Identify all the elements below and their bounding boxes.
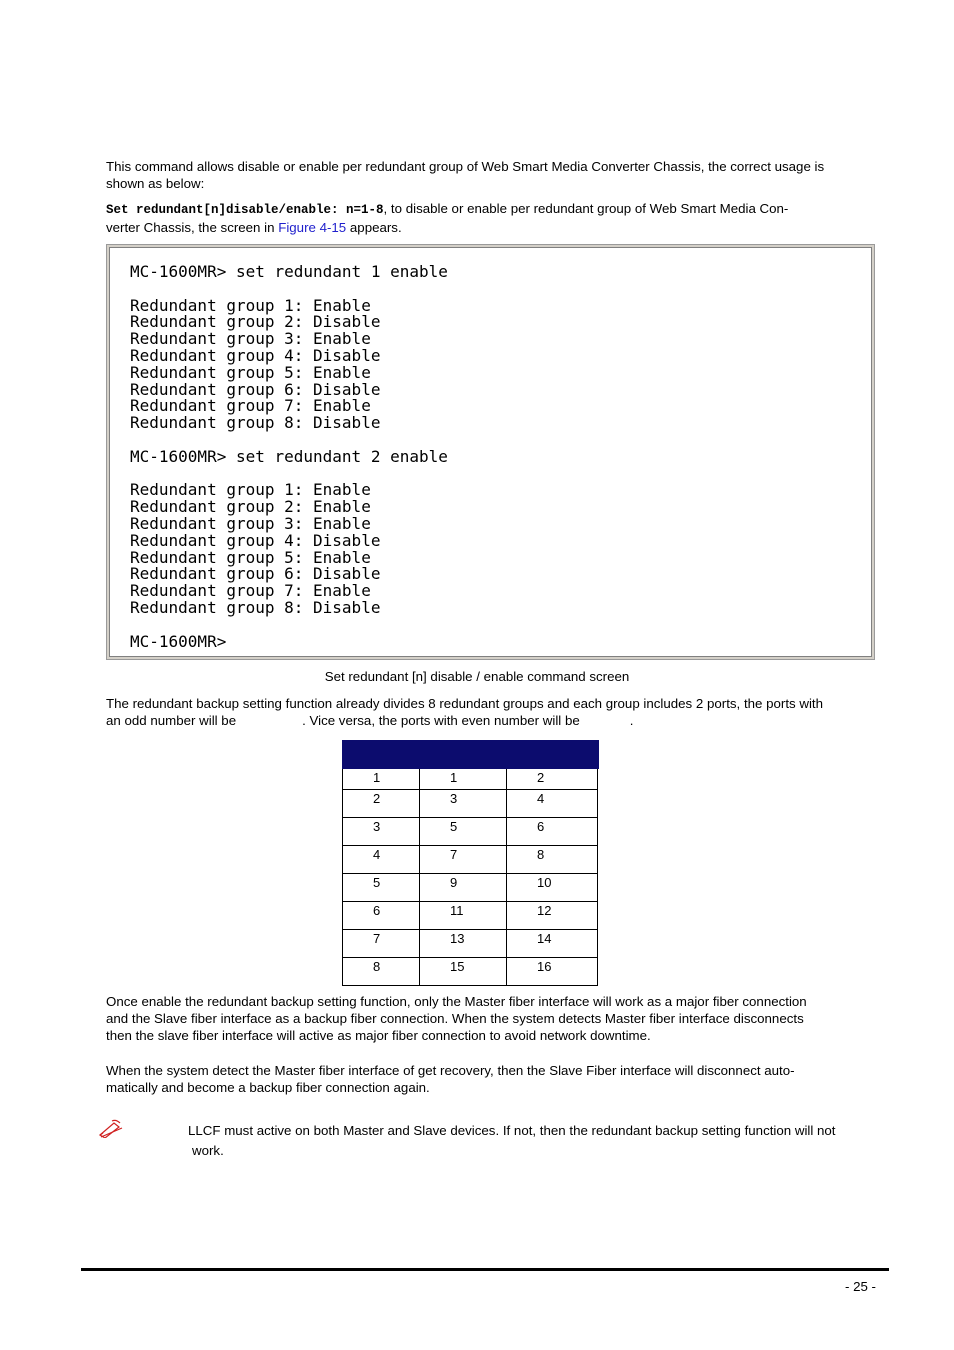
backup-paragraph [106, 993, 878, 1044]
pencil-note-icon [98, 1118, 124, 1138]
usage-paragraph [106, 200, 878, 236]
para2-line-1: The redundant backup setting function already divides 8 redundant groups and each group includes 2 ports, the ports with [106, 696, 824, 711]
table-row [343, 790, 598, 818]
console-line: Redundant group 7: Enable [130, 581, 371, 601]
console-line: Redundant group 6: Disable [130, 379, 381, 399]
slave-port-cell: 4 [507, 790, 598, 818]
table-row [343, 930, 598, 958]
usage-line2-after: appears. [346, 220, 402, 235]
slave-port-cell: 8 [507, 846, 598, 874]
table-row [343, 958, 598, 986]
table-header-row [343, 741, 598, 769]
master-port-cell: 7 [420, 846, 507, 874]
usage-line2-before: verter Chassis, the screen in [106, 220, 279, 235]
para3-line-1: Once enable the redundant backup setting function, only the Master fiber interface will work as a major fiber connection [106, 994, 807, 1009]
console-output [130, 264, 448, 650]
master-port-cell: 9 [420, 874, 507, 902]
redundant-group-table [342, 740, 599, 986]
console-screenshot [106, 244, 875, 660]
master-port-cell: 3 [420, 790, 507, 818]
slave-port-cell: 6 [507, 818, 598, 846]
console-line: Redundant group 1: Enable [130, 480, 371, 500]
para2-part-c: . [629, 713, 634, 728]
master-port-cell: 5 [420, 818, 507, 846]
slave-port-cell: 2 [507, 769, 598, 790]
console-line: Redundant group 1: Enable [130, 295, 371, 315]
page-number: - 25 - [844, 1279, 876, 1294]
console-window [109, 247, 872, 657]
console-line: Redundant group 6: Disable [130, 564, 381, 584]
console-line: Redundant group 5: Enable [130, 362, 371, 382]
footer-divider [81, 1268, 889, 1271]
table-row [343, 769, 598, 790]
note-line-1: LLCF must active on both Master and Slave devices. If not, then the redundant backup setting function will not [188, 1123, 836, 1138]
group-cell: 4 [343, 846, 420, 874]
usage-command: Set redundant[n]disable/enable: n=1-8 [106, 203, 384, 217]
slave-port-cell: 16 [507, 958, 598, 986]
para2-line-2 [106, 712, 878, 729]
redundant-groups-paragraph [106, 695, 878, 729]
group-cell: 2 [343, 790, 420, 818]
console-line: Redundant group 8: Disable [130, 597, 381, 617]
usage-line-1 [106, 200, 878, 219]
slave-port-cell: 14 [507, 930, 598, 958]
table-row [343, 846, 598, 874]
master-port-cell: 13 [420, 930, 507, 958]
slave-port-cell: 10 [507, 874, 598, 902]
master-port-cell: 11 [420, 902, 507, 930]
table-row [343, 874, 598, 902]
table-header-cell-slave [507, 741, 598, 769]
group-cell: 3 [343, 818, 420, 846]
console-line: Redundant group 4: Disable [130, 345, 381, 365]
figure-link[interactable]: Figure 4-15 [278, 220, 347, 235]
console-line: Redundant group 3: Enable [130, 329, 371, 349]
table-header-cell-group [343, 741, 420, 769]
intro-paragraph [106, 158, 878, 192]
table-body [343, 769, 598, 986]
para3-line-2: and the Slave fiber interface as a backup fiber connection. When the system detects Master fiber interface disconnects [106, 1011, 804, 1026]
table-row [343, 818, 598, 846]
group-cell: 5 [343, 874, 420, 902]
para4-line-1: When the system detect the Master fiber interface of get recovery, then the Slave Fiber interface will disconnect auto- [106, 1063, 795, 1078]
recovery-paragraph [106, 1062, 878, 1096]
group-cell: 6 [343, 902, 420, 930]
group-cell: 7 [343, 930, 420, 958]
slave-port-cell: 12 [507, 902, 598, 930]
table-header-cell-master [420, 741, 507, 769]
intro-line-2: shown as below: [106, 176, 205, 191]
console-line [130, 617, 448, 634]
console-line: Redundant group 4: Disable [130, 530, 381, 550]
usage-line-2 [106, 219, 878, 236]
console-line: MC-1600MR> set redundant 1 enable [130, 262, 448, 281]
para3-line-3: then the slave fiber interface will active as major fiber connection to avoid network downtime. [106, 1028, 651, 1043]
table-row [343, 902, 598, 930]
intro-line-1: This command allows disable or enable per redundant group of Web Smart Media Converter Chassis, the correct usage is [106, 159, 825, 174]
para4-line-2: matically and become a backup fiber connection again. [106, 1080, 430, 1095]
console-line: Redundant group 2: Disable [130, 312, 381, 332]
para2-part-a: an odd number will be [106, 713, 237, 728]
console-line: Redundant group 7: Enable [130, 396, 371, 416]
group-cell: 8 [343, 958, 420, 986]
master-port-cell: 15 [420, 958, 507, 986]
console-line: Redundant group 2: Enable [130, 497, 371, 517]
console-line: MC-1600MR> [130, 631, 227, 651]
console-line: Redundant group 8: Disable [130, 413, 381, 433]
note-text [188, 1121, 888, 1161]
group-cell: 1 [343, 769, 420, 790]
console-line: MC-1600MR> set redundant 2 enable [130, 446, 448, 466]
para2-part-b: . Vice versa, the ports with even number will be [302, 713, 580, 728]
console-line: Redundant group 5: Enable [130, 547, 371, 567]
note-line-2: work. [192, 1143, 224, 1158]
master-port-cell: 1 [420, 769, 507, 790]
figure-caption: Set redundant [n] disable / enable command screen [324, 669, 630, 684]
console-line: Redundant group 3: Enable [130, 513, 371, 533]
usage-text-after: , to disable or enable per redundant group of Web Smart Media Con- [383, 201, 789, 216]
